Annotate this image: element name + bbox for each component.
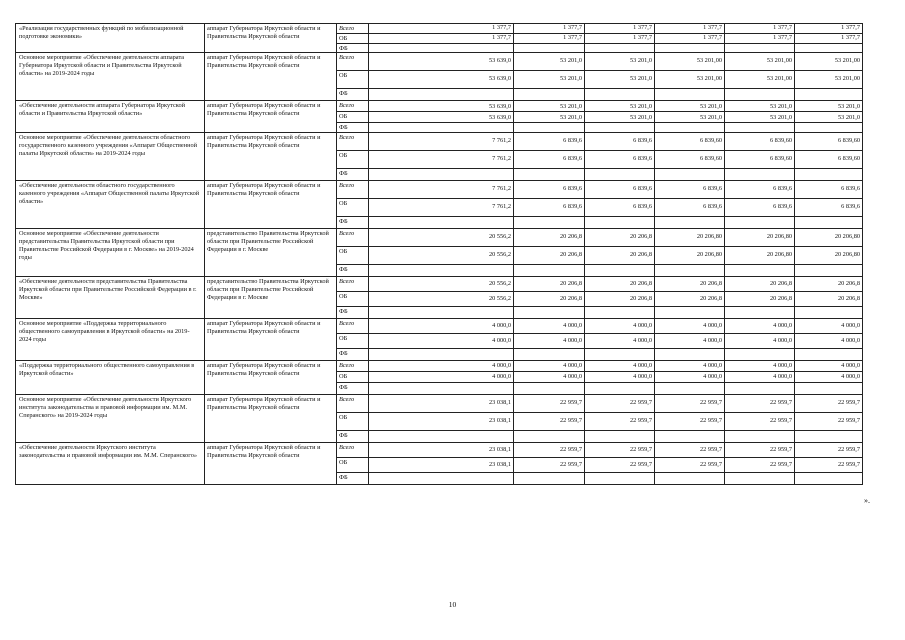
amount-cell: 53 201,0: [585, 101, 655, 112]
amount-cell: [514, 265, 585, 277]
amount-cell: 1 377,7: [514, 33, 585, 43]
amount-cell: 20 206,80: [795, 229, 863, 247]
measure-executor: аппарат Губернатора Иркутской области и Правительства Иркутской области: [205, 361, 337, 395]
table-row: [16, 395, 863, 413]
amount-cell: 22 959,7: [585, 458, 655, 473]
funding-source: Всего: [337, 395, 369, 413]
amount-cell: 53 201,0: [514, 101, 585, 112]
table-row: [16, 319, 863, 334]
amount-cell: [795, 89, 863, 101]
measure-executor: аппарат Губернатора Иркутской области и Правительства Иркутской области: [205, 319, 337, 361]
amount-cell: [795, 169, 863, 181]
amount-cell: 20 206,80: [655, 247, 725, 265]
amount-cell: 53 201,0: [795, 112, 863, 123]
amount-cell: 1 377,7: [369, 33, 514, 43]
amount-cell: [514, 123, 585, 133]
funding-source: ФБ: [337, 473, 369, 485]
amount-cell: 6 839,6: [585, 133, 655, 151]
amount-cell: [585, 89, 655, 101]
amount-cell: [369, 349, 514, 361]
amount-cell: 4 000,0: [725, 334, 795, 349]
amount-cell: 6 839,6: [585, 199, 655, 217]
funding-source: ОБ: [337, 33, 369, 43]
table-row: [16, 24, 863, 34]
funding-source: ОБ: [337, 112, 369, 123]
amount-cell: [514, 431, 585, 443]
amount-cell: 4 000,0: [585, 334, 655, 349]
amount-cell: 22 959,7: [514, 395, 585, 413]
amount-cell: 20 206,8: [514, 292, 585, 307]
amount-cell: [514, 89, 585, 101]
amount-cell: 22 959,7: [655, 395, 725, 413]
table-row: [16, 101, 863, 112]
funding-source: Всего: [337, 53, 369, 71]
amount-cell: [369, 123, 514, 133]
amount-cell: 20 206,8: [795, 277, 863, 292]
amount-cell: 53 639,0: [369, 101, 514, 112]
amount-cell: 20 206,8: [585, 292, 655, 307]
amount-cell: 22 959,7: [795, 413, 863, 431]
closing-quote: ».: [864, 496, 870, 505]
funding-source: ФБ: [337, 89, 369, 101]
amount-cell: [514, 349, 585, 361]
amount-cell: 4 000,0: [369, 334, 514, 349]
amount-cell: [725, 473, 795, 485]
amount-cell: 4 000,0: [585, 361, 655, 372]
amount-cell: 22 959,7: [795, 395, 863, 413]
amount-cell: 20 556,2: [369, 292, 514, 307]
amount-cell: 22 959,7: [795, 443, 863, 458]
table-row: [16, 53, 863, 71]
funding-source: ОБ: [337, 199, 369, 217]
amount-cell: 53 639,0: [369, 53, 514, 71]
amount-cell: [655, 431, 725, 443]
amount-cell: 20 206,8: [514, 229, 585, 247]
amount-cell: 53 639,0: [369, 112, 514, 123]
amount-cell: 53 201,0: [725, 112, 795, 123]
funding-source: ОБ: [337, 413, 369, 431]
amount-cell: [795, 349, 863, 361]
amount-cell: [585, 169, 655, 181]
amount-cell: 23 038,1: [369, 443, 514, 458]
measure-executor: представительство Правительства Иркутской области при Правительстве Российской Федерации в г. Москве: [205, 277, 337, 319]
funding-source: ФБ: [337, 123, 369, 133]
amount-cell: 4 000,0: [514, 334, 585, 349]
amount-cell: 7 761,2: [369, 151, 514, 169]
amount-cell: 20 206,8: [795, 292, 863, 307]
amount-cell: 53 201,0: [514, 112, 585, 123]
amount-cell: 22 959,7: [514, 458, 585, 473]
amount-cell: 7 761,2: [369, 199, 514, 217]
amount-cell: [725, 307, 795, 319]
amount-cell: [725, 431, 795, 443]
amount-cell: [725, 265, 795, 277]
amount-cell: 20 556,2: [369, 277, 514, 292]
amount-cell: [585, 307, 655, 319]
amount-cell: 4 000,0: [514, 319, 585, 334]
amount-cell: [585, 123, 655, 133]
amount-cell: [514, 307, 585, 319]
amount-cell: 22 959,7: [514, 413, 585, 431]
amount-cell: [585, 265, 655, 277]
amount-cell: 1 377,7: [725, 24, 795, 34]
amount-cell: 20 206,8: [655, 292, 725, 307]
amount-cell: 6 839,6: [514, 151, 585, 169]
funding-source: Всего: [337, 229, 369, 247]
measure-executor: аппарат Губернатора Иркутской области и Правительства Иркутской области: [205, 24, 337, 53]
amount-cell: 4 000,0: [369, 372, 514, 383]
amount-cell: 22 959,7: [585, 413, 655, 431]
amount-cell: 20 206,8: [655, 277, 725, 292]
amount-cell: 20 206,8: [585, 229, 655, 247]
amount-cell: 4 000,0: [369, 319, 514, 334]
amount-cell: 23 038,1: [369, 458, 514, 473]
amount-cell: 6 839,6: [514, 181, 585, 199]
measure-description: Основное мероприятие «Обеспечение деятельности представительства Правительства Иркутской области при Правительстве Российской Федерации в г. Москве» на 2019-2024 годы: [16, 229, 205, 277]
measure-description: «Обеспечение деятельности представительства Правительства Иркутской области при Правительстве Российской Федерации в г. Москве»: [16, 277, 205, 319]
amount-cell: [725, 43, 795, 53]
amount-cell: 53 201,00: [795, 53, 863, 71]
amount-cell: 22 959,7: [725, 443, 795, 458]
amount-cell: 6 839,60: [725, 133, 795, 151]
amount-cell: 22 959,7: [585, 395, 655, 413]
table-row: [16, 443, 863, 458]
amount-cell: [514, 169, 585, 181]
amount-cell: [655, 43, 725, 53]
funding-source: Всего: [337, 181, 369, 199]
measure-executor: аппарат Губернатора Иркутской области и Правительства Иркутской области: [205, 443, 337, 485]
amount-cell: 4 000,0: [725, 319, 795, 334]
amount-cell: [655, 123, 725, 133]
amount-cell: [514, 43, 585, 53]
amount-cell: 22 959,7: [514, 443, 585, 458]
amount-cell: 53 201,0: [585, 112, 655, 123]
measure-description: Основное мероприятие «Обеспечение деятельности областного государственного казенного учреждения «Аппарат Общественной палаты Иркутской области» на 2019-2024 годы: [16, 133, 205, 181]
amount-cell: 6 839,6: [795, 199, 863, 217]
funding-source: Всего: [337, 277, 369, 292]
amount-cell: [585, 349, 655, 361]
amount-cell: [795, 307, 863, 319]
amount-cell: 22 959,7: [585, 443, 655, 458]
amount-cell: 6 839,60: [655, 151, 725, 169]
amount-cell: [369, 265, 514, 277]
funding-source: ОБ: [337, 372, 369, 383]
amount-cell: [369, 431, 514, 443]
table-row: [16, 361, 863, 372]
amount-cell: 1 377,7: [725, 33, 795, 43]
amount-cell: 53 201,0: [795, 101, 863, 112]
funding-source: ФБ: [337, 169, 369, 181]
funding-source: Всего: [337, 361, 369, 372]
amount-cell: 22 959,7: [725, 413, 795, 431]
measure-description: Основное мероприятие «Обеспечение деятельности аппарата Губернатора Иркутской области и Правительства Иркутской области» на 2019-2024 годы: [16, 53, 205, 101]
table-row: [16, 277, 863, 292]
amount-cell: 20 206,8: [585, 277, 655, 292]
amount-cell: [725, 89, 795, 101]
measure-executor: представительство Правительства Иркутской области при Правительстве Российской Федерации в г. Москве: [205, 229, 337, 277]
measure-description: «Реализация государственных функций по мобилизационной подготовке экономики»: [16, 24, 205, 53]
amount-cell: 6 839,60: [795, 133, 863, 151]
amount-cell: 22 959,7: [655, 413, 725, 431]
amount-cell: [725, 169, 795, 181]
funding-source: ОБ: [337, 292, 369, 307]
amount-cell: 53 201,00: [655, 53, 725, 71]
funding-source: ОБ: [337, 334, 369, 349]
amount-cell: 4 000,0: [795, 334, 863, 349]
amount-cell: 20 556,2: [369, 229, 514, 247]
amount-cell: 4 000,0: [585, 372, 655, 383]
amount-cell: 1 377,7: [655, 33, 725, 43]
amount-cell: 1 377,7: [795, 24, 863, 34]
amount-cell: 20 556,2: [369, 247, 514, 265]
funding-source: Всего: [337, 101, 369, 112]
amount-cell: 20 206,8: [725, 277, 795, 292]
funding-source: Всего: [337, 319, 369, 334]
amount-cell: 4 000,0: [655, 372, 725, 383]
amount-cell: 4 000,0: [585, 319, 655, 334]
measure-description: «Обеспечение деятельности аппарата Губернатора Иркутской области и Правительства Иркутской области»: [16, 101, 205, 133]
funding-source: ФБ: [337, 307, 369, 319]
funding-source: ОБ: [337, 458, 369, 473]
amount-cell: 4 000,0: [514, 361, 585, 372]
measure-description: Основное мероприятие «Обеспечение деятельности Иркутского института законодательства и правовой информации им. М.М. Сперанского» на 2019-2024 годы: [16, 395, 205, 443]
amount-cell: [369, 473, 514, 485]
amount-cell: [655, 217, 725, 229]
amount-cell: 6 839,6: [655, 199, 725, 217]
amount-cell: 53 201,00: [725, 71, 795, 89]
funding-source: ФБ: [337, 349, 369, 361]
amount-cell: 53 201,0: [514, 71, 585, 89]
amount-cell: [585, 383, 655, 395]
amount-cell: 7 761,2: [369, 133, 514, 151]
amount-cell: [655, 307, 725, 319]
amount-cell: [369, 43, 514, 53]
amount-cell: [369, 217, 514, 229]
amount-cell: 1 377,7: [514, 24, 585, 34]
amount-cell: [655, 473, 725, 485]
amount-cell: [795, 265, 863, 277]
table-row: [16, 229, 863, 247]
amount-cell: [795, 43, 863, 53]
amount-cell: [655, 89, 725, 101]
amount-cell: 53 201,00: [795, 71, 863, 89]
amount-cell: 1 377,7: [369, 24, 514, 34]
amount-cell: 20 206,8: [514, 277, 585, 292]
amount-cell: 53 201,0: [655, 101, 725, 112]
amount-cell: 6 839,6: [585, 181, 655, 199]
amount-cell: 4 000,0: [655, 319, 725, 334]
amount-cell: [795, 473, 863, 485]
table-row: [16, 181, 863, 199]
amount-cell: [655, 265, 725, 277]
amount-cell: 22 959,7: [725, 458, 795, 473]
funding-source: Всего: [337, 133, 369, 151]
amount-cell: 6 839,6: [725, 181, 795, 199]
amount-cell: 53 201,0: [585, 71, 655, 89]
amount-cell: 6 839,6: [585, 151, 655, 169]
amount-cell: 53 639,0: [369, 71, 514, 89]
amount-cell: 22 959,7: [655, 443, 725, 458]
amount-cell: 22 959,7: [725, 395, 795, 413]
amount-cell: [369, 89, 514, 101]
measure-executor: аппарат Губернатора Иркутской области и Правительства Иркутской области: [205, 181, 337, 229]
funding-source: Всего: [337, 443, 369, 458]
amount-cell: [585, 217, 655, 229]
amount-cell: 6 839,6: [655, 181, 725, 199]
amount-cell: [585, 473, 655, 485]
amount-cell: [514, 217, 585, 229]
measure-description: «Обеспечение деятельности Иркутского института законодательства и правовой информации им. М.М. Сперанского»: [16, 443, 205, 485]
amount-cell: 4 000,0: [795, 361, 863, 372]
amount-cell: [514, 383, 585, 395]
amount-cell: 4 000,0: [795, 372, 863, 383]
amount-cell: [655, 349, 725, 361]
funding-source: ФБ: [337, 431, 369, 443]
amount-cell: 20 206,80: [725, 229, 795, 247]
amount-cell: 4 000,0: [725, 361, 795, 372]
funding-source: ФБ: [337, 43, 369, 53]
page-number: 10: [448, 600, 457, 609]
amount-cell: [725, 217, 795, 229]
table-row: [16, 133, 863, 151]
measure-executor: аппарат Губернатора Иркутской области и Правительства Иркутской области: [205, 133, 337, 181]
amount-cell: 4 000,0: [725, 372, 795, 383]
amount-cell: 20 206,8: [514, 247, 585, 265]
amount-cell: 23 038,1: [369, 395, 514, 413]
amount-cell: [369, 307, 514, 319]
measure-executor: аппарат Губернатора Иркутской области и Правительства Иркутской области: [205, 53, 337, 101]
amount-cell: 1 377,7: [585, 33, 655, 43]
funding-source: Всего: [337, 24, 369, 34]
funding-source: ФБ: [337, 217, 369, 229]
amount-cell: 22 959,7: [795, 458, 863, 473]
amount-cell: 53 201,00: [725, 53, 795, 71]
funding-source: ФБ: [337, 383, 369, 395]
amount-cell: 20 206,80: [795, 247, 863, 265]
funding-source: ОБ: [337, 247, 369, 265]
amount-cell: [795, 217, 863, 229]
amount-cell: 53 201,0: [514, 53, 585, 71]
amount-cell: 23 038,1: [369, 413, 514, 431]
amount-cell: [795, 123, 863, 133]
amount-cell: 6 839,60: [795, 151, 863, 169]
amount-cell: 6 839,60: [655, 133, 725, 151]
amount-cell: [514, 473, 585, 485]
budget-sheet: [15, 23, 862, 485]
amount-cell: 1 377,7: [795, 33, 863, 43]
amount-cell: 6 839,6: [725, 199, 795, 217]
amount-cell: [795, 431, 863, 443]
measure-description: «Обеспечение деятельности областного государственного казенного учреждения «Аппарат Общественной палаты Иркутской области»: [16, 181, 205, 229]
amount-cell: [369, 383, 514, 395]
amount-cell: 53 201,00: [655, 71, 725, 89]
amount-cell: 20 206,80: [655, 229, 725, 247]
amount-cell: [655, 169, 725, 181]
amount-cell: 53 201,0: [655, 112, 725, 123]
amount-cell: 6 839,6: [514, 199, 585, 217]
amount-cell: 6 839,60: [725, 151, 795, 169]
measure-description: Основное мероприятие «Поддержка территориального общественного самоуправления в Иркутской области» на 2019-2024 годы: [16, 319, 205, 361]
amount-cell: [585, 43, 655, 53]
amount-cell: 7 761,2: [369, 181, 514, 199]
amount-cell: 6 839,6: [514, 133, 585, 151]
amount-cell: [655, 383, 725, 395]
amount-cell: [725, 349, 795, 361]
amount-cell: 6 839,6: [795, 181, 863, 199]
funding-source: ОБ: [337, 71, 369, 89]
amount-cell: [795, 383, 863, 395]
amount-cell: [725, 123, 795, 133]
amount-cell: [725, 383, 795, 395]
amount-cell: 4 000,0: [369, 361, 514, 372]
amount-cell: 53 201,0: [725, 101, 795, 112]
amount-cell: 1 377,7: [655, 24, 725, 34]
amount-cell: [369, 169, 514, 181]
measure-description: «Поддержка территориального общественного самоуправления в Иркутской области»: [16, 361, 205, 395]
measure-executor: аппарат Губернатора Иркутской области и Правительства Иркутской области: [205, 101, 337, 133]
amount-cell: 4 000,0: [514, 372, 585, 383]
amount-cell: 4 000,0: [655, 334, 725, 349]
amount-cell: 1 377,7: [585, 24, 655, 34]
funding-source: ОБ: [337, 151, 369, 169]
amount-cell: 20 206,80: [725, 247, 795, 265]
amount-cell: 53 201,0: [585, 53, 655, 71]
table-body: [16, 24, 863, 485]
amount-cell: 4 000,0: [655, 361, 725, 372]
budget-table: [15, 23, 863, 485]
funding-source: ФБ: [337, 265, 369, 277]
amount-cell: 22 959,7: [655, 458, 725, 473]
amount-cell: 4 000,0: [795, 319, 863, 334]
amount-cell: 20 206,8: [725, 292, 795, 307]
amount-cell: 20 206,8: [585, 247, 655, 265]
amount-cell: [585, 431, 655, 443]
measure-executor: аппарат Губернатора Иркутской области и Правительства Иркутской области: [205, 395, 337, 443]
